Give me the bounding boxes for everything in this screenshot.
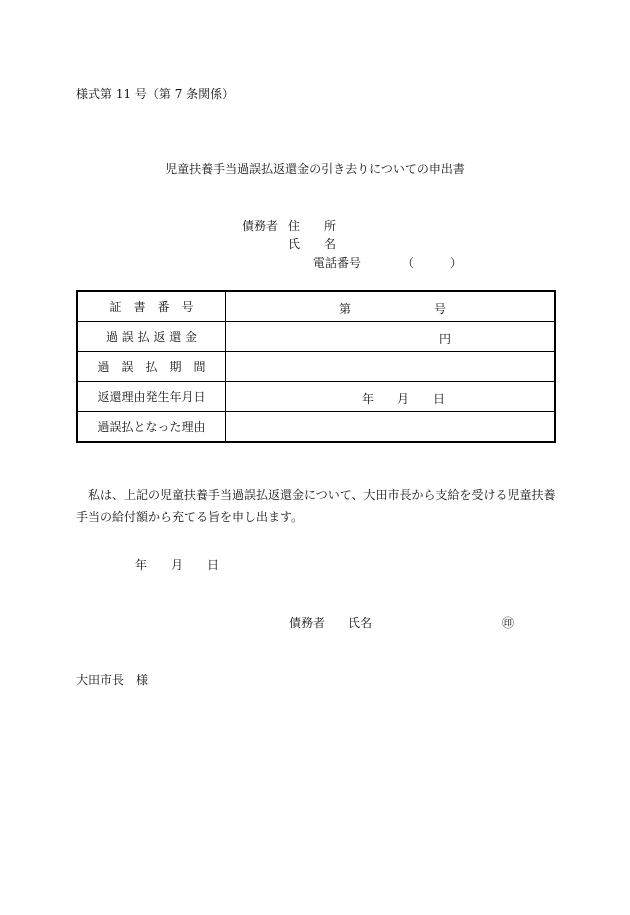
row-label-refund-amount: 過 誤 払 返 還 金 <box>77 322 226 352</box>
date-year: 年 <box>135 558 148 572</box>
table-row <box>77 291 555 322</box>
date-day: 日 <box>207 558 220 572</box>
row-label-overpayment-reason: 過誤払となった理由 <box>77 412 226 443</box>
reason-date-day: 日 <box>433 392 446 406</box>
signature-debtor-label: 債務者 <box>289 616 326 630</box>
address-label: 住 所 <box>288 219 337 233</box>
phone-paren: （ ） <box>402 256 463 270</box>
row-label-reason-date: 返還理由発生年月日 <box>77 382 226 412</box>
phone-label: 電話番号 <box>313 256 362 270</box>
reason-date-field[interactable] <box>226 382 556 412</box>
certificate-number-field[interactable] <box>226 291 556 322</box>
certificate-suffix: 号 <box>434 302 447 316</box>
date-month: 月 <box>171 558 184 572</box>
debtor-label: 債務者 <box>242 219 279 233</box>
seal-mark: ㊞ <box>502 616 515 630</box>
reason-date-month: 月 <box>397 392 410 406</box>
table-row <box>77 382 555 412</box>
overpayment-period-field[interactable] <box>226 352 556 382</box>
table-row <box>77 352 555 382</box>
yen-unit: 円 <box>439 332 452 346</box>
row-label-certificate-number: 証 書 番 号 <box>77 291 226 322</box>
refund-amount-field[interactable] <box>226 322 556 352</box>
document-title: 児童扶養手当過誤払返還金の引き去りについての申出書 <box>165 162 465 176</box>
table-row <box>77 412 555 443</box>
signature-name-label: 氏名 <box>348 616 373 630</box>
reason-date-year: 年 <box>362 392 375 406</box>
certificate-prefix: 第 <box>339 302 352 316</box>
row-label-overpayment-period: 過 誤 払 期 間 <box>77 352 226 382</box>
info-table <box>76 290 556 443</box>
overpayment-reason-field[interactable] <box>226 412 556 443</box>
table-row <box>77 322 555 352</box>
form-number: 様式第 11 号（第 7 条関係） <box>76 87 235 101</box>
name-label: 氏 名 <box>288 237 337 251</box>
addressee: 大田市長 様 <box>76 673 149 687</box>
declaration-text: 私は、上記の児童扶養手当過誤払返還金について、大田市長から支給を受ける児童扶養手当の給付額から充てる旨を申し出ます。 <box>76 488 556 524</box>
